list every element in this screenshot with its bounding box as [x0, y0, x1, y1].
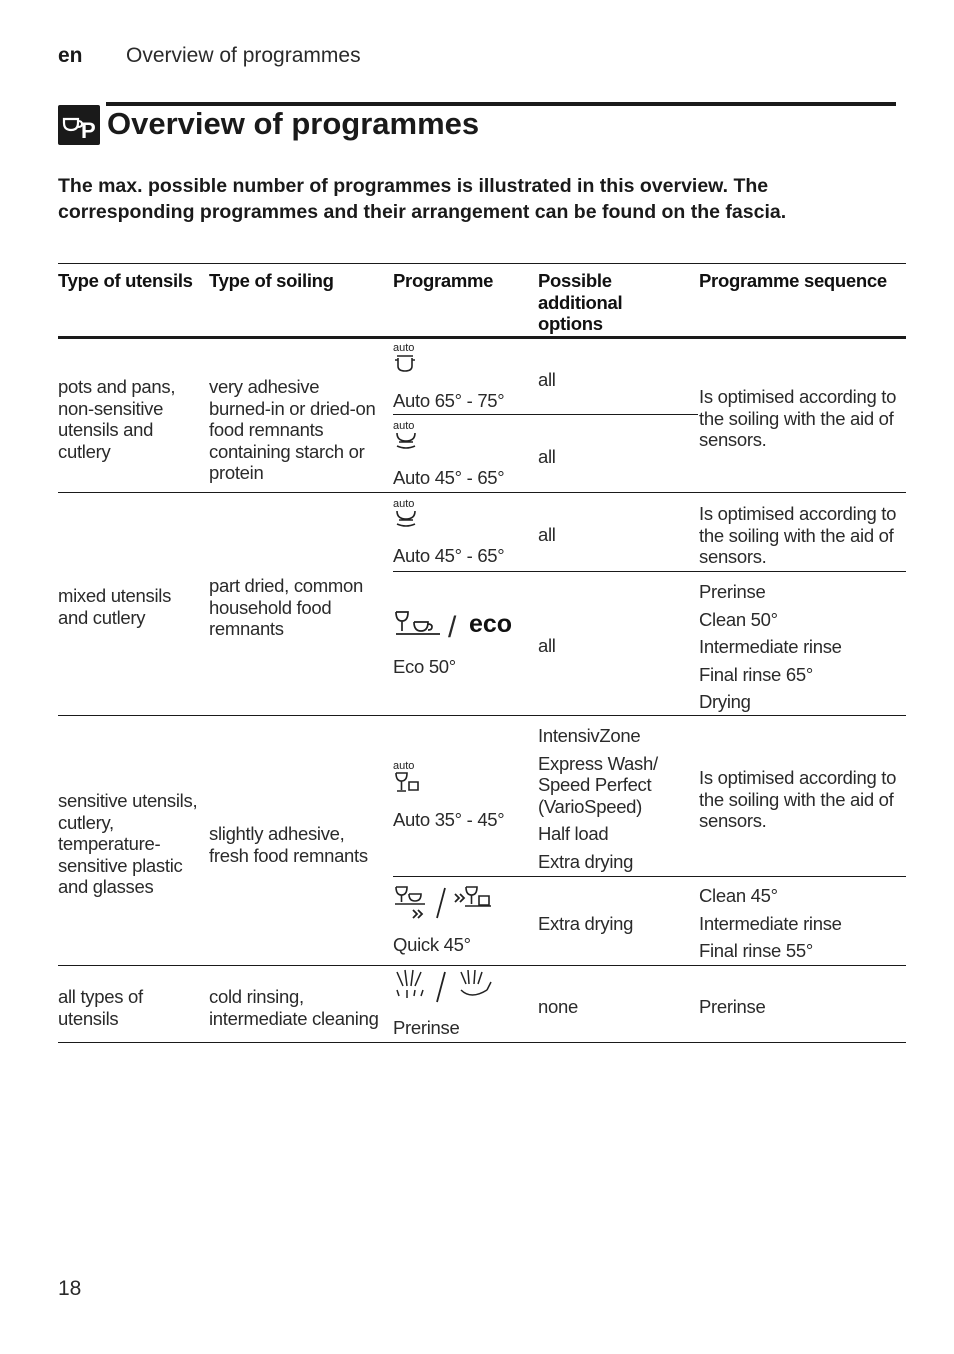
eco-label: eco: [469, 610, 513, 638]
utensils-cell: pots and pans, non-sensitive utensils and cutlery: [58, 376, 176, 462]
sequence-cell: Prerinse: [699, 996, 766, 1017]
sequence-step: Clean 50°: [699, 608, 778, 630]
page-title: Overview of programmes: [107, 106, 480, 141]
auto-pot-icon: [393, 340, 433, 376]
table-header-rule: [58, 336, 906, 339]
table-top-rule: [58, 263, 906, 264]
options-cell: all: [538, 524, 556, 545]
sequence-step: Intermediate rinse: [699, 912, 842, 934]
sequence-step: Final rinse 65°: [699, 663, 813, 685]
sequence-cell: Is optimised according to the soiling with the aid of sensors.: [699, 767, 897, 831]
row-divider: [393, 571, 906, 572]
svg-text:auto: auto: [393, 498, 415, 510]
option-item: IntensivZone: [538, 725, 641, 746]
options-cell: all: [538, 369, 556, 390]
sequence-step: Prerinse: [699, 581, 766, 602]
column-header-programme: Programme: [393, 270, 494, 291]
options-cell: [538, 725, 688, 872]
option-item: Express Wash/ Speed Perfect (VarioSpeed): [538, 752, 658, 817]
group-divider: [58, 715, 906, 716]
svg-text:P: P: [81, 118, 96, 143]
soiling-cell: very adhesive burned-in or dried-on food remnants containing starch or protein: [209, 376, 376, 483]
prerinse-spray-icon: [393, 968, 497, 1008]
utensils-cell: sensitive utensils, cutlery, temperature-sensitive plastic and glasses: [58, 790, 198, 897]
sequence-cell: Is optimised according to the soiling with the aid of sensors.: [699, 386, 897, 450]
svg-text:auto: auto: [393, 760, 415, 772]
slash-separator: /: [448, 611, 457, 644]
options-cell: all: [538, 635, 556, 656]
programme-name: Auto 45° - 65°: [393, 467, 505, 488]
utensils-cell: mixed utensils and cutlery: [58, 585, 172, 628]
column-header-sequence: Programme sequence: [699, 270, 887, 291]
programme-name: Eco 50°: [393, 656, 456, 677]
programme-overview-icon: [58, 105, 100, 145]
programme-name: Quick 45°: [393, 934, 471, 955]
sequence-step: Drying: [699, 691, 751, 712]
programme-name: Auto 35° - 45°: [393, 809, 505, 830]
soiling-cell: slightly adhesive, fresh food remnants: [209, 823, 368, 866]
table-bottom-rule: [58, 1042, 906, 1043]
sequence-cell: [699, 885, 899, 968]
auto-dishes-icon: [393, 418, 433, 454]
options-cell: Extra drying: [538, 913, 634, 934]
sequence-cell: Is optimised according to the soiling with the aid of sensors.: [699, 503, 897, 567]
sequence-cell: [699, 581, 899, 719]
options-cell: all: [538, 446, 556, 467]
programme-name: Auto 65° - 75°: [393, 390, 505, 411]
eco-glass-cup-icon: [393, 608, 441, 644]
svg-text:auto: auto: [393, 342, 415, 354]
column-header-utensils: Type of utensils: [58, 270, 193, 291]
programme-name: Auto 45° - 65°: [393, 545, 505, 566]
option-item: Extra drying: [538, 850, 634, 872]
sequence-step: Final rinse 55°: [699, 940, 813, 961]
group-divider: [58, 492, 906, 493]
language-code: en: [58, 44, 83, 67]
svg-text:auto: auto: [393, 420, 415, 432]
column-header-options: Possible additional options: [538, 270, 623, 334]
group-divider: [58, 965, 906, 966]
row-divider: [393, 876, 906, 877]
utensils-cell: all types of utensils: [58, 986, 143, 1029]
section-name: Overview of programmes: [126, 44, 361, 67]
auto-glass-icon: [393, 758, 433, 798]
intro-text: The max. possible number of programmes is illustrated in this overview. The corresponding programmes and their arrangement can be found on the fascia.: [58, 175, 787, 223]
page-number: 18: [58, 1277, 82, 1300]
option-item: Half load: [538, 823, 609, 844]
quick-wash-icon: [393, 884, 497, 924]
sequence-step: Clean 45°: [699, 885, 778, 906]
row-divider: [393, 414, 698, 415]
column-header-soiling: Type of soiling: [209, 270, 334, 291]
soiling-cell: part dried, common household food remnants: [209, 575, 363, 639]
auto-dishes-icon: [393, 496, 433, 532]
programme-name: Prerinse: [393, 1017, 460, 1038]
running-header: [58, 44, 361, 68]
soiling-cell: cold rinsing, intermediate cleaning: [209, 986, 379, 1029]
options-cell: none: [538, 996, 578, 1017]
sequence-step: Intermediate rinse: [699, 636, 842, 657]
